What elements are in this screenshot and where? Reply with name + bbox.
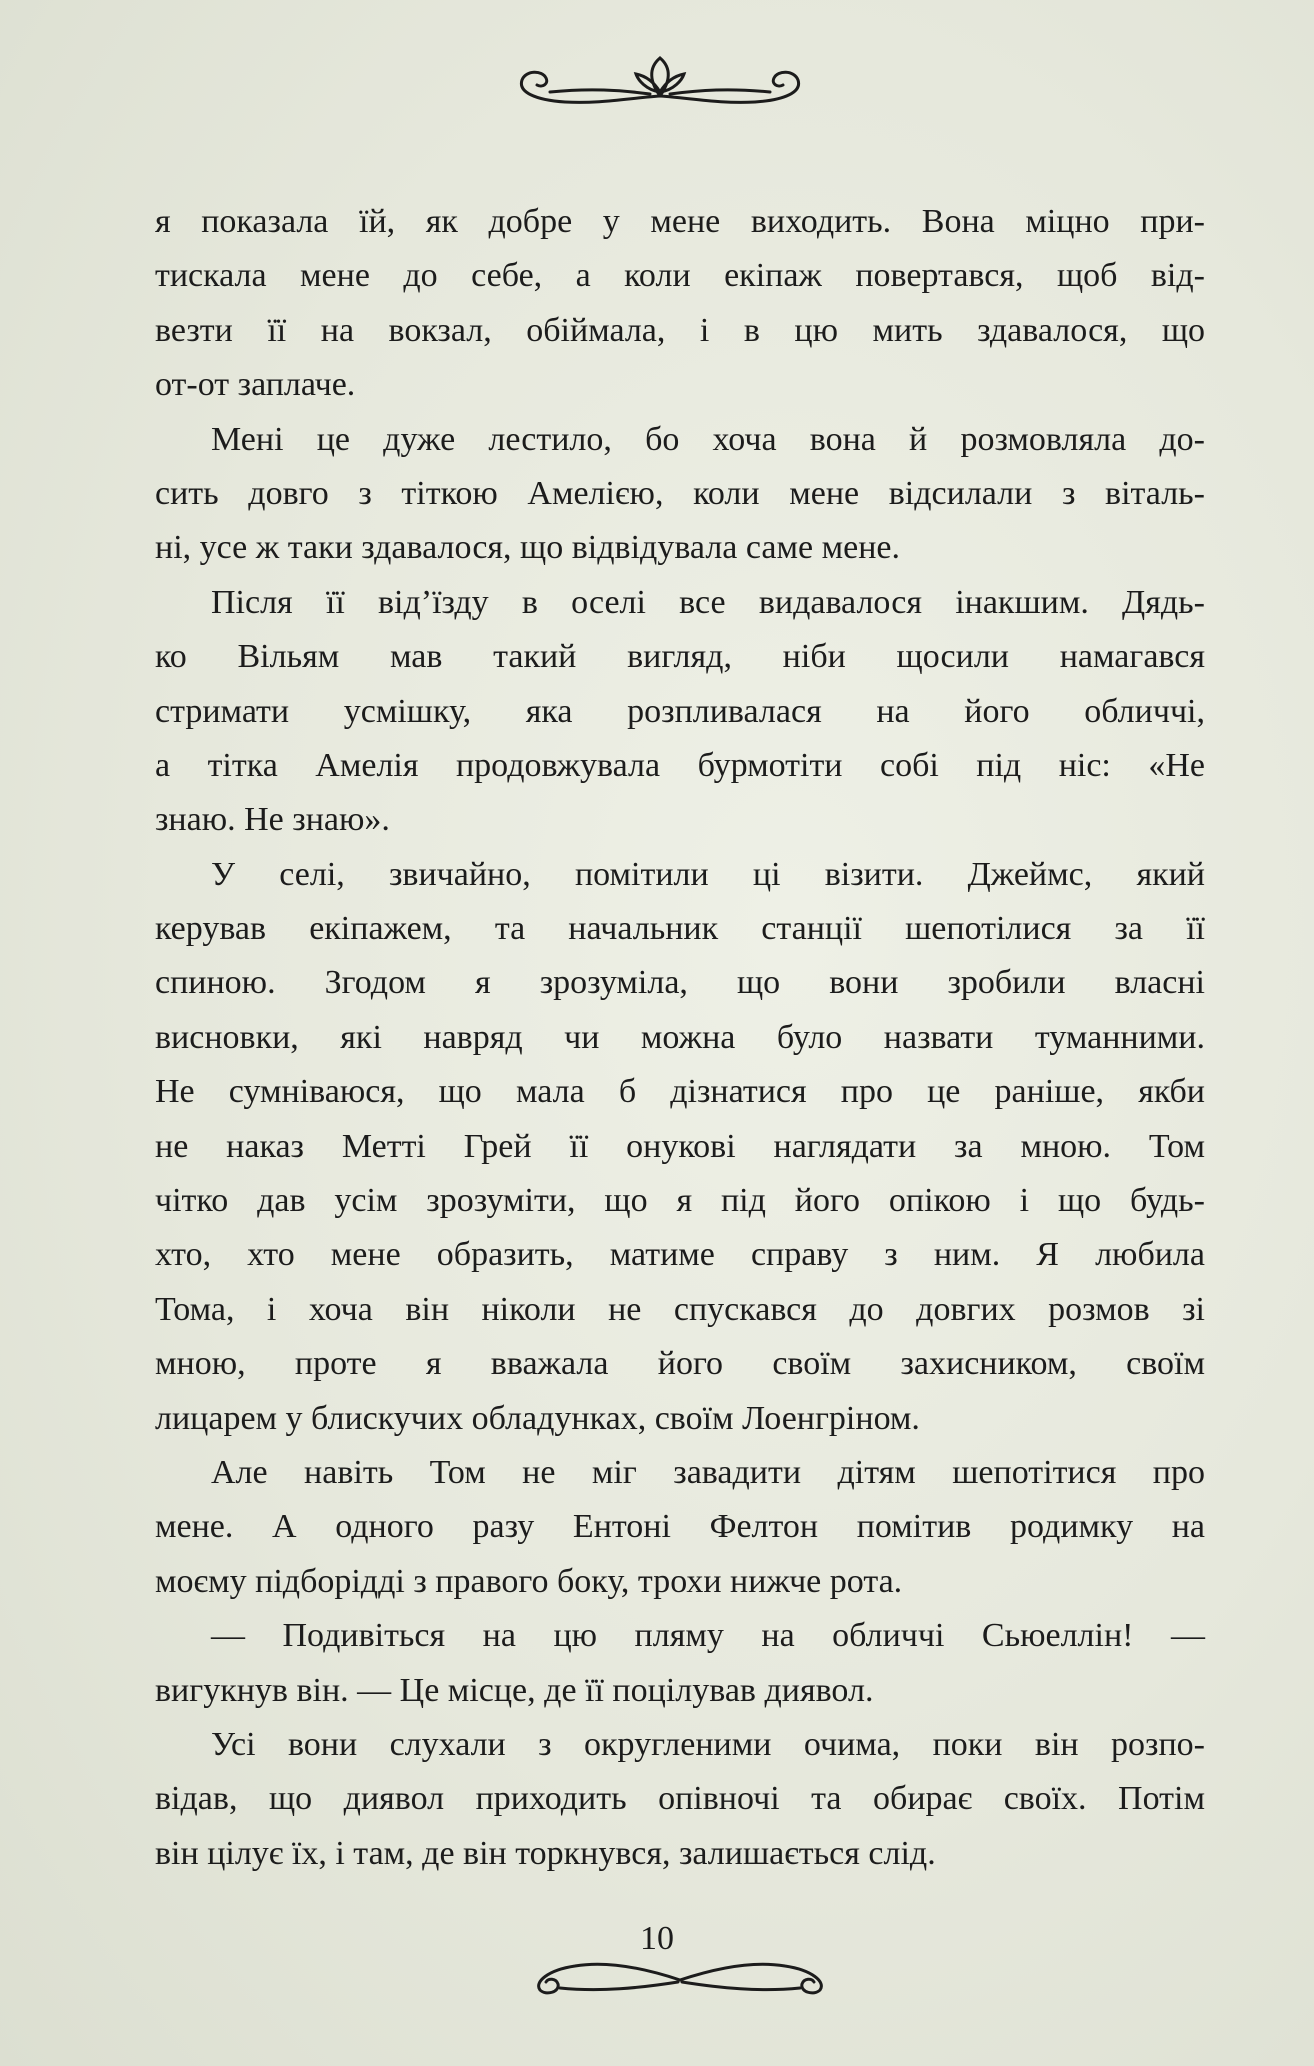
- text-line: стримати усмішку, яка розпливалася на його обличчі,: [155, 692, 1205, 730]
- bottom-flourish-ornament: [520, 1930, 840, 2000]
- text-line: тискала мене до себе, а коли екіпаж повертався, щоб від-: [155, 257, 1205, 295]
- text-line: ко Вільям мав такий вигляд, ніби щосили намагався: [155, 638, 1205, 676]
- top-flourish-ornament: [510, 52, 810, 112]
- text-line: от-от заплаче.: [155, 366, 356, 404]
- text-line: спиною. Згодом я зрозуміла, що вони зробили власні: [155, 964, 1205, 1002]
- text-line: Усі вони слухали з округленими очима, поки він розпо-: [211, 1725, 1205, 1763]
- text-line: ні, усе ж таки здавалося, що відвідувала саме мене.: [155, 529, 900, 567]
- text-line: Тома, і хоча він ніколи не спускався до довгих розмов зі: [155, 1290, 1205, 1328]
- text-line: керував екіпажем, та начальник станції шепотілися за її: [155, 910, 1205, 948]
- body-text: [155, 195, 1205, 1881]
- text-line: вигукнув він. — Це місце, де її поцілував диявол.: [155, 1671, 874, 1709]
- text-line: мене. А одного разу Ентоні Фелтон помітив родимку на: [155, 1508, 1205, 1546]
- text-line: мною, проте я вважала його своїм захисником, своїм: [155, 1345, 1205, 1383]
- text-line: а тітка Амелія продовжувала бурмотіти собі під ніс: «Не: [155, 746, 1205, 784]
- text-line: хто, хто мене образить, матиме справу з ним. Я любила: [155, 1236, 1205, 1274]
- text-line: У селі, звичайно, помітили ці візити. Джеймс, який: [211, 855, 1205, 893]
- text-line: сить довго з тіткою Амелією, коли мене відсилали з віталь-: [155, 474, 1205, 512]
- text-line: я показала їй, як добре у мене виходить. Вона міцно при-: [155, 203, 1205, 240]
- text-line: лицарем у блискучих обладунках, своїм Лоенгріном.: [155, 1399, 920, 1437]
- text-line: Не сумніваюся, що мала б дізнатися про це раніше, якби: [155, 1073, 1205, 1111]
- text-line: чітко дав усім зрозуміти, що я під його опікою і що будь-: [155, 1182, 1205, 1220]
- text-line: він цілує їх, і там, де він торкнувся, залишається слід.: [155, 1834, 936, 1872]
- text-line: моєму підборідді з правого боку, трохи нижче рота.: [155, 1562, 903, 1600]
- text-line: Мені це дуже лестило, бо хоча вона й розмовляла до-: [211, 420, 1205, 458]
- text-line: — Подивіться на цю пляму на обличчі Сьюеллін! —: [211, 1617, 1205, 1655]
- text-line: везти її на вокзал, обіймала, і в цю мить здавалося, що: [155, 311, 1205, 349]
- text-line: знаю. Не знаю».: [155, 801, 390, 839]
- page-number: 10: [640, 1920, 674, 1957]
- text-line: відав, що диявол приходить опівночі та обирає своїх. Потім: [155, 1780, 1205, 1818]
- text-line: не наказ Метті Грей її онукові наглядати за мною. Том: [155, 1127, 1205, 1165]
- text-line: Але навіть Том не міг завадити дітям шепотітися про: [211, 1453, 1205, 1491]
- text-line: Після її від’їзду в оселі все видавалося інакшим. Дядь-: [211, 583, 1205, 621]
- text-line: висновки, які навряд чи можна було назвати туманними.: [155, 1018, 1205, 1056]
